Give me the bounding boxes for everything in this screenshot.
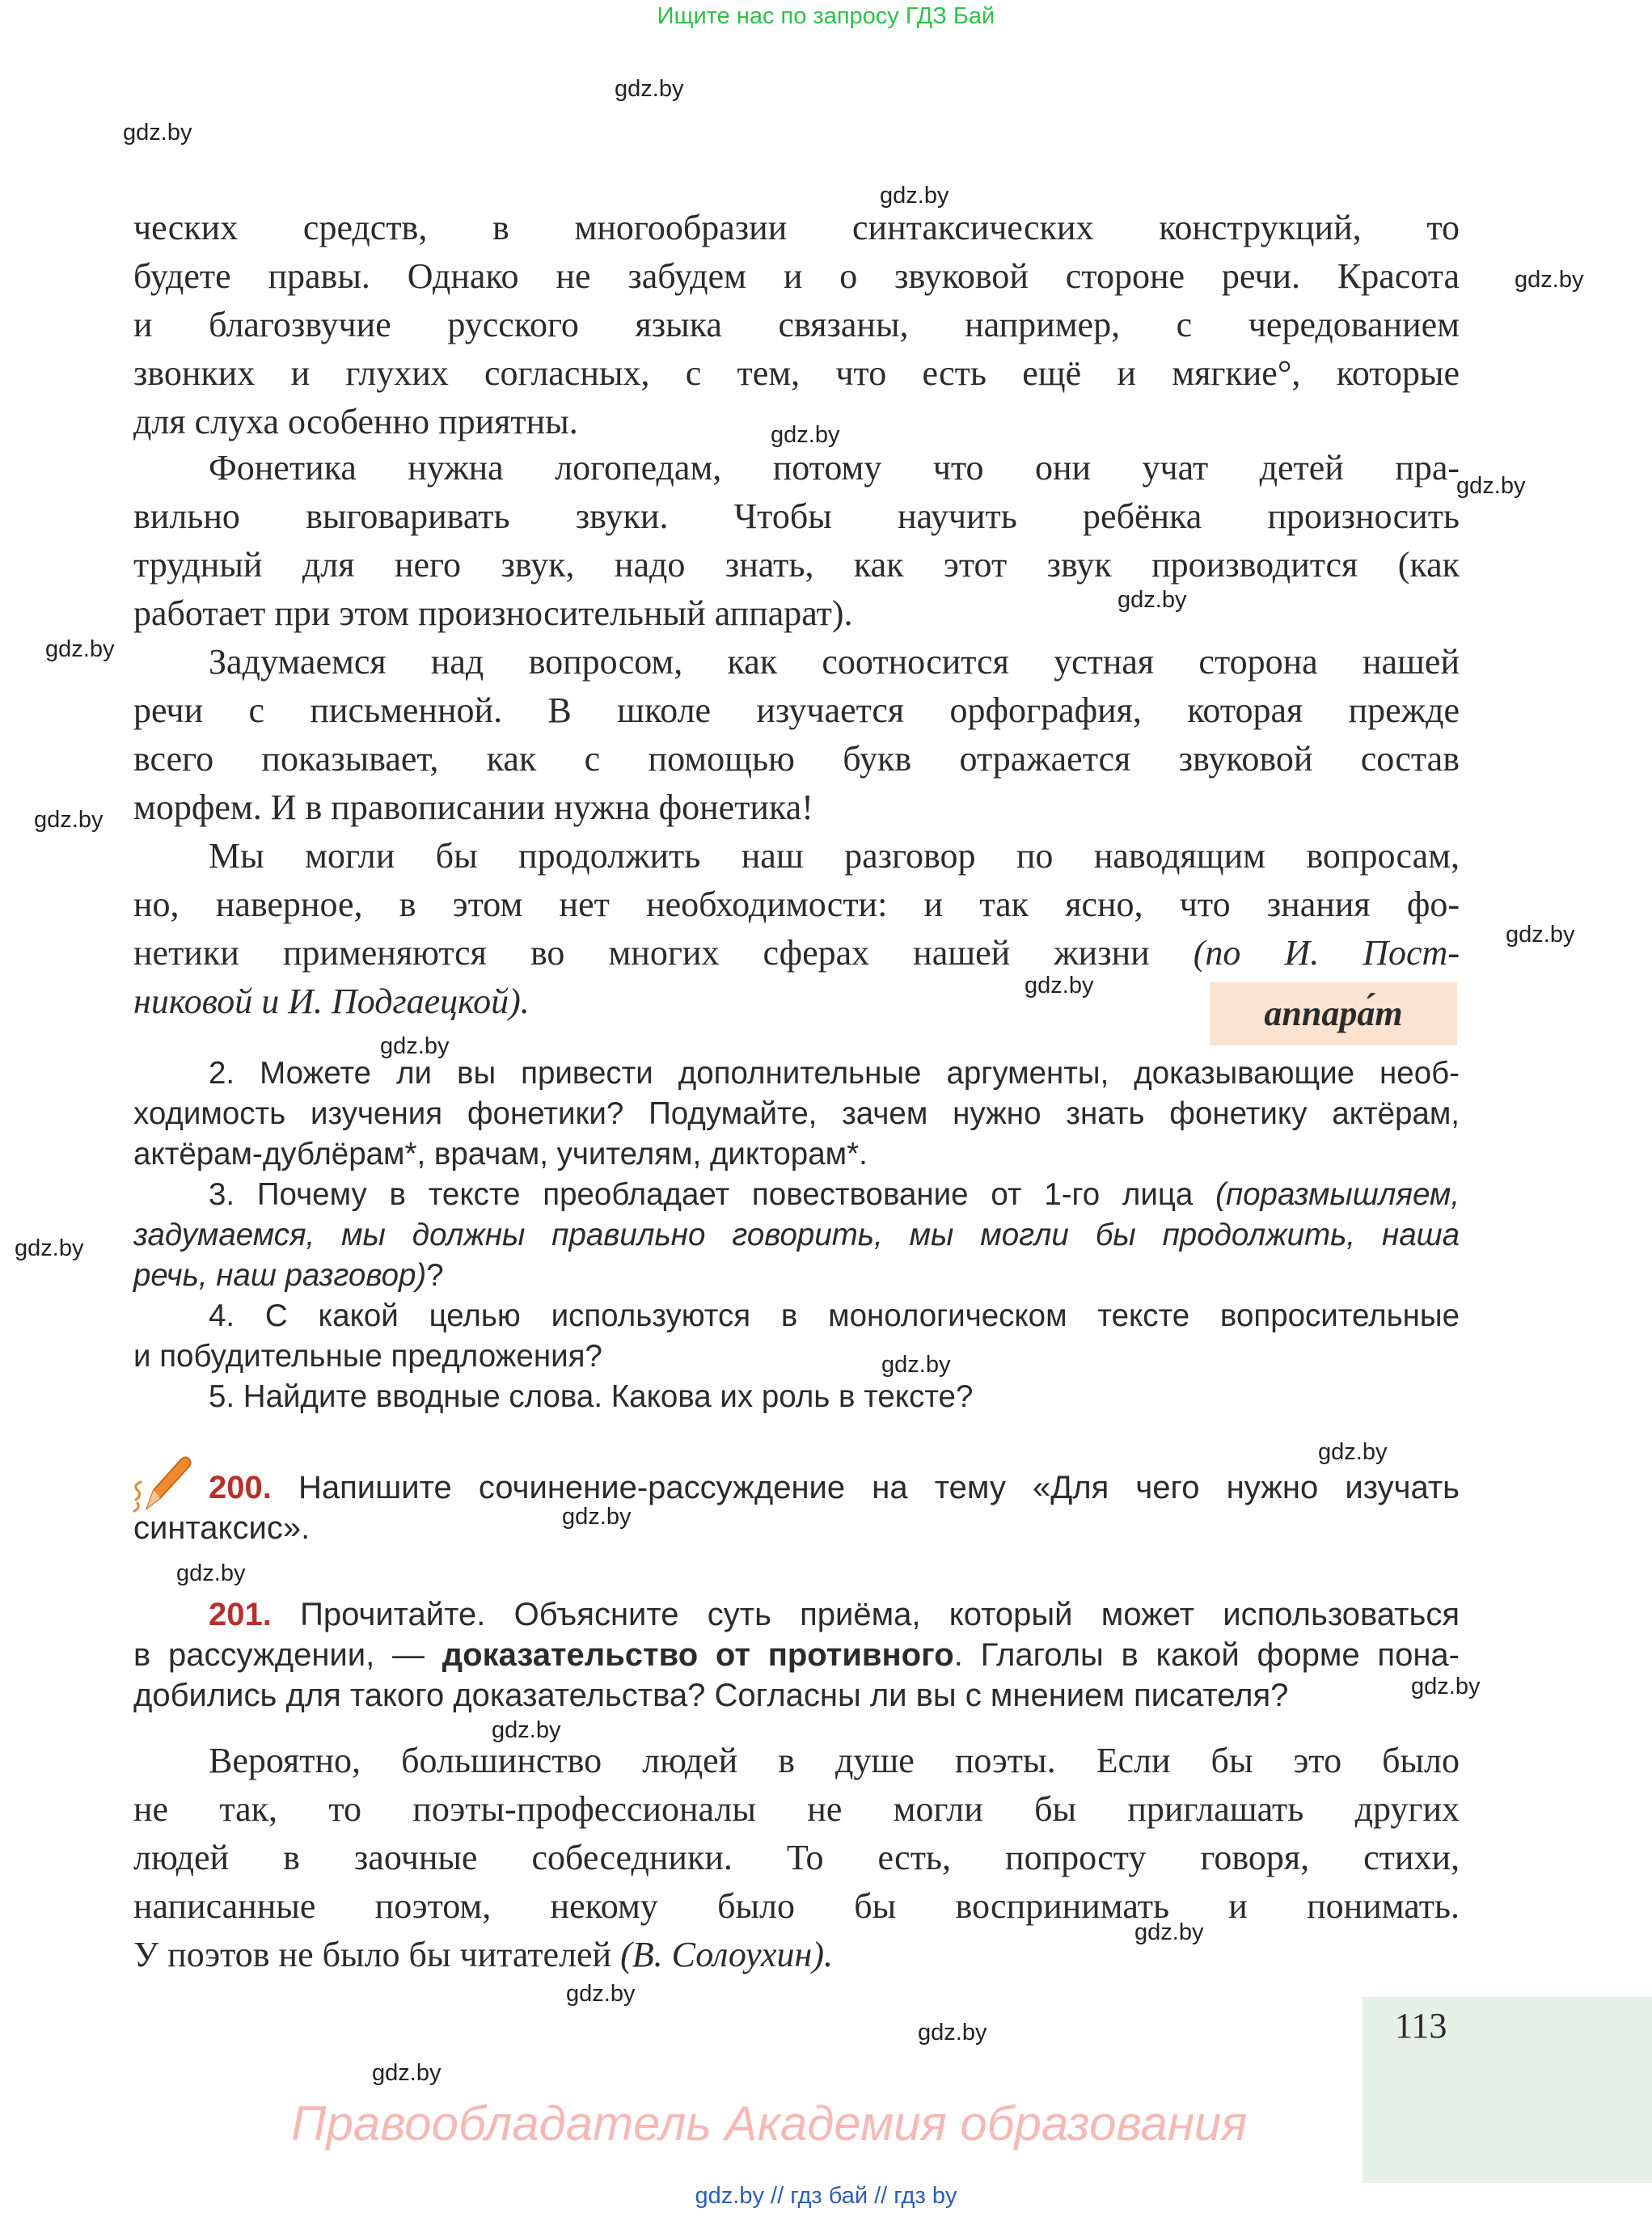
watermark: gdz.by	[1318, 1439, 1388, 1465]
watermark: gdz.by	[123, 120, 192, 146]
question-text: 3. Почему в тексте преобладает повествование от 1-го лица	[209, 1177, 1194, 1212]
exercise-number: 200.	[209, 1470, 272, 1505]
watermark: gdz.by	[1456, 473, 1526, 499]
watermark: gdz.by	[15, 1235, 84, 1261]
text-line: речи с письменной. В школе изучается орфография, которая прежде	[133, 690, 1460, 730]
question-line: 2. Можете ли вы привести дополнительные аргументы, доказывающие необ-	[209, 1056, 1460, 1091]
exercise-text: в рассуждении, —	[133, 1637, 425, 1673]
watermark: gdz.by	[372, 2060, 442, 2086]
question-line: 5. Найдите вводные слова. Какова их роль в тексте?	[209, 1379, 974, 1414]
question-line: ходимость изучения фонетики? Подумайте, зачем нужно знать фонетику актёрам,	[133, 1096, 1460, 1131]
question-examples: речь, наш разговор)	[133, 1258, 427, 1293]
text-line: морфем. И в правописании нужна фонетика!	[133, 787, 813, 827]
watermark: gdz.by	[176, 1560, 246, 1586]
text-line	[133, 1931, 1460, 1979]
watermark: gdz.by	[881, 1352, 951, 1378]
footer-links[interactable]: gdz.by // гдз бай // гдз by	[695, 2183, 957, 2209]
text-line: написанные поэтом, некому было бы воспринимать и понимать.	[133, 1886, 1460, 1926]
text-line: Задумаемся над вопросом, как соотносится устная сторона нашей	[209, 642, 1460, 682]
text-line: не так, то поэты-профессионалы не могли бы приглашать других	[133, 1789, 1460, 1829]
copyright-notice: Правообладатель Академия образования	[291, 2096, 1248, 2151]
vocabulary-word-box: аппара́т	[1210, 982, 1457, 1045]
source-citation: (В. Солоухин).	[620, 1935, 833, 1974]
watermark: gdz.by	[45, 636, 115, 662]
watermark: gdz.by	[880, 183, 949, 209]
exercise-201	[209, 1594, 1460, 1635]
exercise-text	[133, 1635, 1460, 1675]
source-citation: (по И. Пост-	[1193, 933, 1460, 973]
exercise-200	[209, 1467, 1460, 1508]
text-line: будете правы. Однако не забудем и о звуковой стороне речи. Красота	[133, 256, 1460, 296]
exercise-text: Напишите сочинение-рассуждение на тему «Для чего нужно изучать	[298, 1470, 1460, 1505]
watermark: gdz.by	[918, 2020, 987, 2046]
question-examples: задумаемся, мы должны правильно говорить, мы могли бы продолжить, наша	[133, 1218, 1460, 1252]
text-line: ческих средств, в многообразии синтаксических конструкций, то	[133, 208, 1460, 247]
text-line: трудный для него звук, надо знать, как этот звук производится (как	[133, 545, 1460, 585]
text-line: людей в заочные собеседники. То есть, попросту говоря, стихи,	[133, 1838, 1460, 1877]
text-line: для слуха особенно приятны.	[133, 402, 578, 441]
top-banner[interactable]: Ищите нас по запросу ГДЗ Бай	[657, 3, 995, 29]
source-citation: никовой и И. Подгаецкой).	[133, 982, 530, 1021]
question-mark: ?	[426, 1258, 444, 1293]
text-fragment: У поэтов не было бы читателей	[133, 1935, 612, 1974]
watermark: gdz.by	[566, 1981, 636, 2007]
watermark: gdz.by	[380, 1033, 450, 1059]
text-line: Мы могли бы продолжить наш разговор по наводящим вопросам,	[209, 836, 1460, 876]
question-line: 4. С какой целью используются в монологическом тексте вопросительные	[209, 1298, 1460, 1333]
watermark: gdz.by	[771, 422, 840, 448]
watermark: gdz.by	[615, 76, 684, 102]
exercise-term: доказательство от противного	[442, 1637, 954, 1673]
text-line: но, наверное, в этом нет необходимости: и так ясно, что знания фо-	[133, 885, 1460, 924]
watermark: gdz.by	[1118, 587, 1187, 613]
page-number: 113	[1395, 2006, 1447, 2046]
text-line: вильно выговаривать звуки. Чтобы научить ребёнка произносить	[133, 496, 1460, 536]
text-line: всего показывает, как с помощью букв отражается звуковой состав	[133, 739, 1460, 779]
exercise-text: добились для такого доказательства? Согласны ли вы с мнением писателя?	[133, 1678, 1289, 1713]
exercise-text: Прочитайте. Объясните суть приёма, который может использоваться	[300, 1597, 1460, 1632]
watermark: gdz.by	[34, 807, 104, 833]
watermark: gdz.by	[1134, 1919, 1204, 1945]
question-line	[133, 1256, 1460, 1296]
text-line	[133, 929, 1460, 977]
watermark: gdz.by	[1515, 267, 1584, 293]
watermark: gdz.by	[562, 1504, 632, 1530]
exercise-text: . Глаголы в какой форме пона-	[953, 1637, 1460, 1673]
text-fragment: нетики применяются во многих сферах нашей жизни	[133, 933, 1150, 973]
question-line	[209, 1175, 1460, 1215]
question-line: и побудительные предложения?	[133, 1339, 602, 1374]
text-line: звонких и глухих согласных, с тем, что есть ещё и мягкие°, которые	[133, 353, 1460, 393]
watermark: gdz.by	[1506, 922, 1575, 948]
exercise-text: синтаксис».	[133, 1510, 311, 1546]
text-line: и благозвучие русского языка связаны, например, с чередованием	[133, 305, 1460, 344]
watermark: gdz.by	[492, 1717, 561, 1743]
exercise-number: 201.	[209, 1597, 272, 1632]
text-line: Фонетика нужна логопедам, потому что они учат детей пра-	[209, 448, 1460, 488]
question-line: актёрам-дублёрам*, врачам, учителям, дикторам*.	[133, 1137, 868, 1172]
watermark: gdz.by	[1025, 973, 1094, 999]
text-line: Вероятно, большинство людей в душе поэты. Если бы это было	[209, 1741, 1460, 1780]
question-examples: (поразмышляем,	[1215, 1177, 1460, 1212]
watermark: gdz.by	[1411, 1674, 1481, 1699]
text-line: работает при этом произносительный аппарат).	[133, 593, 853, 633]
